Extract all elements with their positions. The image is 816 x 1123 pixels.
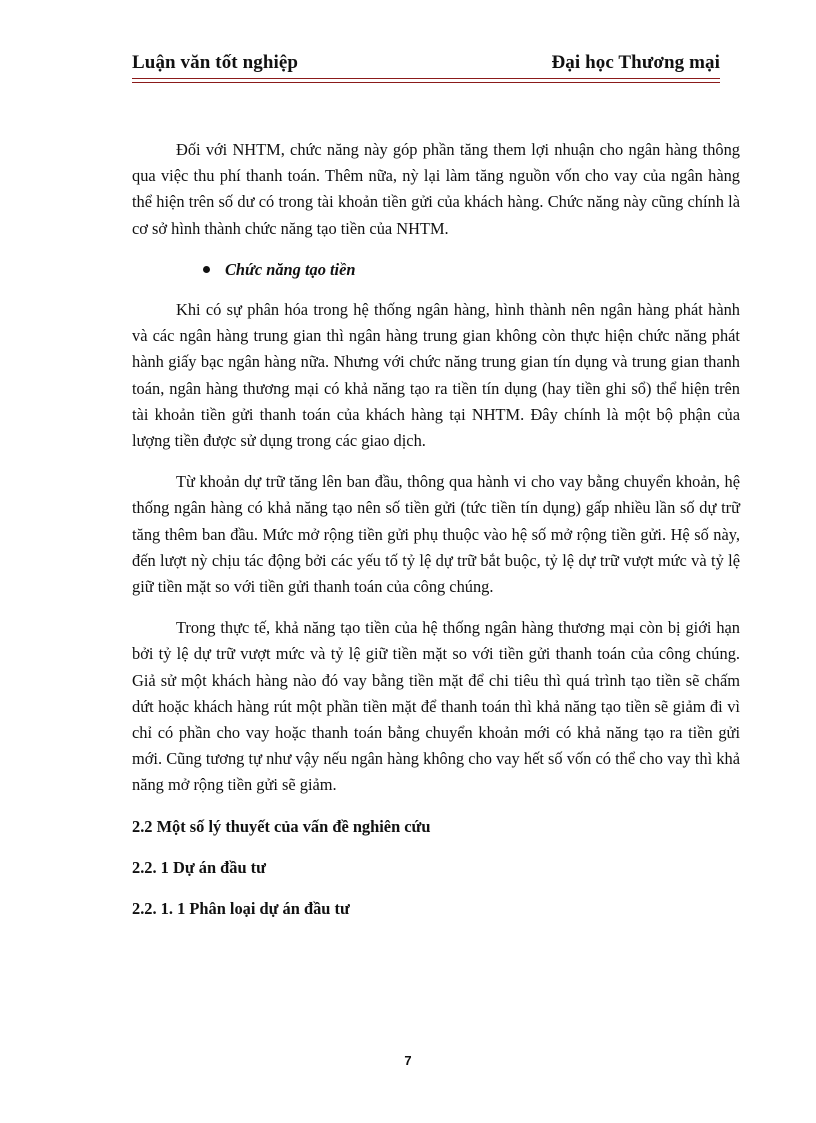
- header-divider: [132, 78, 720, 79]
- paragraph-money-creation: Khi có sự phân hóa trong hệ thống ngân hàng, hình thành nên ngân hàng phát hành và các ngân hàng trung gian thì ngân hàng trung gian không còn thực hiện chức năng phát hành giấy bạc ngân hàng nữa. Nhưng với chức năng trung gian tín dụng và trung gian thanh toán, ngân hàng thương mại có khả năng tạo ra tiền tín dụng (hay tiền ghi sổ) thể hiện trên tài khoản tiền gửi thanh toán của khách hàng tại NHTM. Đây chính là một bộ phận của lượng tiền được sử dụng trong các giao dịch.: [132, 300, 740, 451]
- page-body: [132, 137, 740, 937]
- page-number: 7: [404, 1053, 412, 1068]
- header-thesis-label: Luận văn tốt nghiệp: [132, 52, 299, 73]
- section-heading-2-2-1: 2.2. 1 Dự án đầu tư: [132, 857, 266, 877]
- section-heading-2-2: 2.2 Một số lý thuyết của vấn đề nghiên cứu: [132, 816, 431, 836]
- header-university-label: Đại học Thương mại: [551, 52, 720, 73]
- header-divider-thin: [132, 82, 720, 83]
- bullet-dot-icon: [203, 266, 210, 273]
- bullet-heading: [132, 257, 740, 283]
- paragraph-payment-function: Đối với NHTM, chức năng này góp phần tăng them lợi nhuận cho ngân hàng thông qua việc thu phí thanh toán. Thêm nữa, nỳ lại làm tăng nguồn vốn cho vay của ngân hàng thể hiện trên số dư có trong tài khoản tiền gửi của khách hàng. Chức năng này cũng chính là cơ sở hình thành chức năng tạo tiền của NHTM.: [132, 140, 740, 238]
- paragraph-deposit-expansion: Từ khoản dự trữ tăng lên ban đầu, thông qua hành vi cho vay bằng chuyển khoản, hệ thống ngân hàng có khả năng tạo nên số tiền gửi (tức tiền tín dụng) gấp nhiều lần số dự trữ tăng thêm ban đầu. Mức mở rộng tiền gửi phụ thuộc vào hệ số mở rộng tiền gửi. Hệ số này, đến lượt nỳ chịu tác động bởi các yếu tố tỷ lệ dự trữ bắt buộc, tỷ lệ dự trữ vượt mức và tỷ lệ giữ tiền mặt so với tiền gửi thanh toán của công chúng.: [132, 472, 740, 597]
- paragraph-limitations: Trong thực tế, khả năng tạo tiền của hệ thống ngân hàng thương mại còn bị giới hạn bởi tỷ lệ dự trữ vượt mức và tỷ lệ giữ tiền mặt so với tiền gửi thanh toán của công chúng. Giả sử một khách hàng nào đó vay bằng tiền mặt để chi tiêu thì quá trình tạo tiền sẽ chấm dứt hoặc khách hàng rút một phần tiền mặt để thanh toán thì khả năng tạo tiền sẽ giảm đi vì chỉ có phần cho vay hoặc thanh toán bằng chuyển khoản mới có khả năng tạo ra tiền gửi mới. Cũng tương tự như vậy nếu ngân hàng không cho vay hết số vốn có thể cho vay thì khả năng mở rộng tiền gửi sẽ giảm.: [132, 618, 740, 795]
- bullet-heading-text: Chức năng tạo tiền: [225, 259, 356, 279]
- section-heading-2-2-1-1: 2.2. 1. 1 Phân loại dự án đầu tư: [132, 899, 350, 919]
- page-header: [132, 50, 720, 78]
